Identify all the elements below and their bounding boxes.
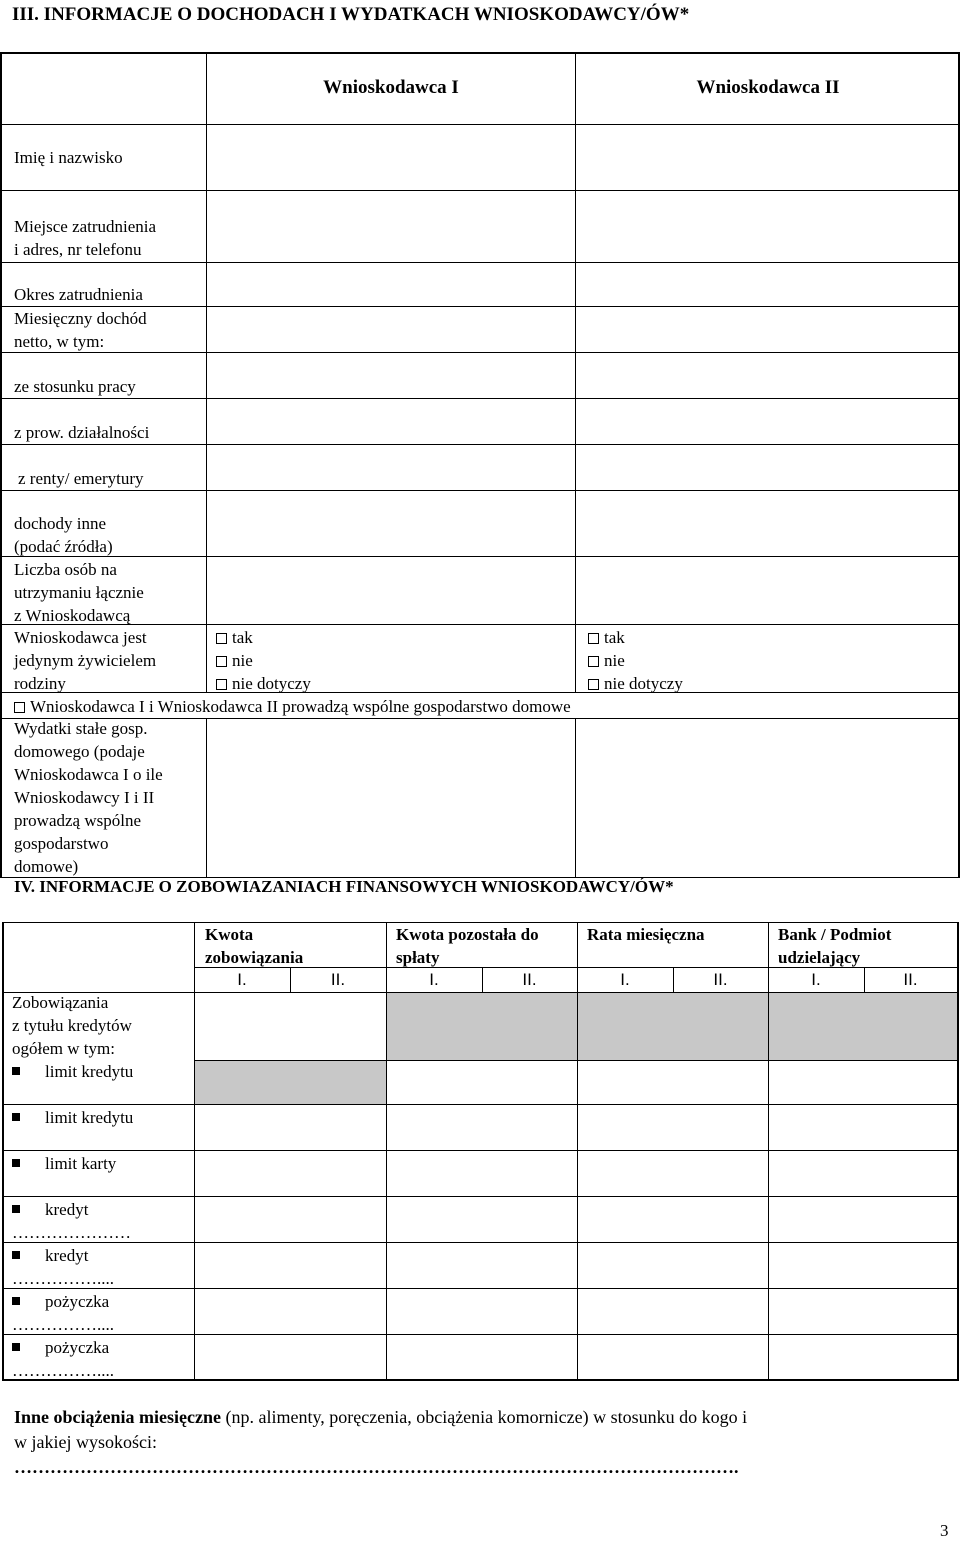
answer-dotted-line[interactable]: …………………………………………………………………………………………………………. — [14, 1457, 739, 1477]
sole-provider-options-applicant-2 — [588, 626, 683, 695]
column-header-applicant-2: Wnioskodawca II — [696, 77, 840, 98]
row-label-employment: ze stosunku pracy — [14, 377, 136, 396]
checkbox-no[interactable]: nie — [588, 649, 683, 672]
bullet-icon — [12, 1113, 20, 1121]
header-installment: Rata miesięczna — [587, 925, 705, 944]
header-remaining: Kwota pozostała do spłaty — [396, 925, 539, 967]
list-item: limit karty — [12, 1152, 116, 1175]
list-item: limit kredytu — [12, 1060, 133, 1083]
row-label-name: Imię i nazwisko — [14, 148, 123, 167]
bullet-icon — [12, 1205, 20, 1213]
checkbox-no[interactable]: nie — [216, 649, 311, 672]
subheader-1: I. — [620, 970, 630, 989]
subheader-2: II. — [330, 970, 346, 989]
row-label-other-income: dochody inne (podać źródła) — [14, 514, 113, 556]
row-label-dependents: Liczba osób na utrzymaniu łącznie z Wnioskodawcą — [14, 560, 144, 625]
row-label-period: Okres zatrudnienia — [14, 285, 143, 304]
row-label-workplace: Miejsce zatrudnienia i adres, nr telefonu — [14, 217, 157, 259]
subheader-1: I. — [429, 970, 439, 989]
bullet-icon — [12, 1343, 20, 1351]
row-label-total-liabilities: Zobowiązania z tytułu kredytów ogółem w tym: — [12, 993, 132, 1058]
subheader-2: II. — [713, 970, 728, 989]
list-item: pożyczka …………….... — [12, 1338, 114, 1380]
list-item: kredyt ………………… — [12, 1200, 131, 1242]
list-item: limit kredytu — [12, 1106, 133, 1129]
other-obligations-text: Inne obciążenia miesięczne (np. alimenty, poręczenia, obciążenia komornicze) w stosunku do kogo i w jakiej wysokości: — [14, 1407, 748, 1452]
checkbox-icon[interactable] — [216, 633, 227, 644]
checkbox-icon[interactable] — [216, 656, 227, 667]
section-4-title: IV. INFORMACJE O ZOBOWIAZANIACH FINANSOWYCH WNIOSKODAWCY/ÓW* — [14, 877, 674, 896]
checkbox-icon[interactable] — [14, 702, 25, 713]
page-number: 3 — [940, 1521, 949, 1540]
list-item: kredyt …………….... — [12, 1246, 114, 1288]
sole-provider-options-applicant-1 — [216, 626, 311, 695]
row-label-business: z prow. działalności — [14, 423, 150, 442]
row-label-sole-provider: Wnioskodawca jest jedynym żywicielem rodziny — [14, 628, 157, 693]
bullet-icon — [12, 1067, 20, 1075]
subheader-1: I. — [811, 970, 821, 989]
checkbox-icon[interactable] — [588, 633, 599, 644]
bullet-icon — [12, 1251, 20, 1259]
checkbox-icon[interactable] — [588, 679, 599, 690]
subheader-1: I. — [237, 970, 247, 989]
list-item: pożyczka …………….... — [12, 1292, 114, 1334]
subheader-2: II. — [903, 970, 918, 989]
checkbox-not-applicable[interactable]: nie dotyczy — [216, 672, 311, 695]
checkbox-icon[interactable] — [216, 679, 227, 690]
bullet-icon — [12, 1297, 20, 1305]
checkbox-yes[interactable]: tak — [588, 626, 683, 649]
row-label-monthly-income: Miesięczny dochód netto, w tym: — [14, 309, 147, 351]
column-header-applicant-1: Wnioskodawca I — [323, 77, 459, 98]
row-label-fixed-expenses: Wydatki stałe gosp. domowego (podaje Wnioskodawca I o ile Wnioskodawcy I i II prowadzą wspólne gospodarstwo domowe) — [14, 719, 163, 876]
shared-household-checkbox[interactable]: Wnioskodawca I i Wnioskodawca II prowadzą wspólne gospodarstwo domowe — [14, 695, 571, 718]
header-amount: Kwota zobowiązania — [205, 925, 304, 967]
checkbox-yes[interactable]: tak — [216, 626, 311, 649]
bullet-icon — [12, 1159, 20, 1167]
row-label-pension: z renty/ emerytury — [18, 469, 144, 488]
checkbox-icon[interactable] — [588, 656, 599, 667]
header-bank: Bank / Podmiot udzielający — [778, 925, 892, 967]
checkbox-not-applicable[interactable]: nie dotyczy — [588, 672, 683, 695]
section-3-title: III. INFORMACJE O DOCHODACH I WYDATKACH WNIOSKODAWCY/ÓW* — [12, 4, 690, 25]
subheader-2: II. — [522, 970, 537, 989]
